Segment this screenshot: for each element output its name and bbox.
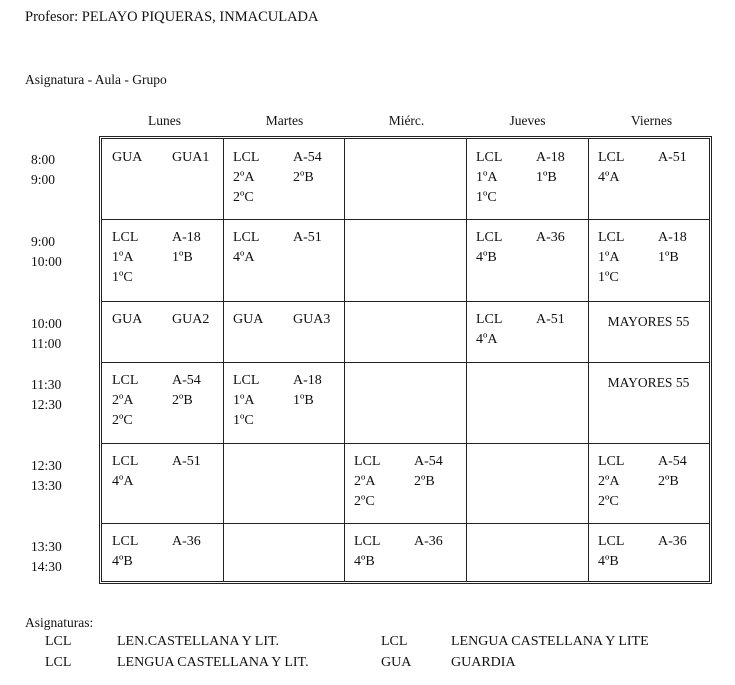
group-label: 1ºA (598, 250, 620, 265)
subject-code: GUA (233, 312, 264, 327)
room-code: A-18 (172, 230, 201, 245)
time-slot (31, 232, 62, 272)
legend-code: LCL (45, 634, 72, 649)
room-code: A-18 (658, 230, 687, 245)
room-code: A-36 (414, 534, 443, 549)
group-label: 2ºC (233, 190, 254, 205)
schedule-cell (223, 371, 344, 443)
subject-code: LCL (112, 230, 139, 245)
room-code: GUA1 (172, 150, 210, 165)
schedule-cell (344, 452, 466, 523)
group-label: 2ºB (414, 474, 435, 489)
teacher-name: Profesor: PELAYO PIQUERAS, INMACULADA (25, 9, 319, 25)
room-code: A-54 (658, 454, 687, 469)
group-label: 2ºA (354, 474, 376, 489)
group-label: 4ºB (598, 554, 619, 569)
schedule-cell (102, 371, 223, 443)
time-slot (31, 150, 55, 190)
group-label: 4ºB (354, 554, 375, 569)
group-label: 2ºC (354, 494, 375, 509)
time-end: 9:00 (31, 172, 56, 187)
time-end: 11:00 (31, 336, 62, 351)
schedule-cell (102, 452, 223, 523)
schedule-cell (588, 373, 709, 393)
time-start: 9:00 (31, 234, 56, 249)
group-label: 4ºA (476, 332, 498, 347)
time-slot (31, 537, 62, 577)
subject-code: GUA (112, 312, 143, 327)
day-friday: Viernes (630, 113, 673, 128)
room-code: GUA3 (293, 312, 331, 327)
time-slot (31, 456, 62, 496)
schedule-cell (102, 148, 223, 219)
group-label: 2ºA (112, 393, 134, 408)
group-label: 1ºC (112, 270, 133, 285)
group-label: 1ºB (293, 393, 314, 408)
timetable-grid (99, 136, 712, 584)
schedule-cell (223, 148, 344, 219)
room-code: A-36 (536, 230, 565, 245)
schedule-cell (466, 228, 588, 301)
legend-title: Asignaturas: (25, 615, 94, 630)
group-label: 2ºB (172, 393, 193, 408)
schedule-cell (466, 310, 588, 362)
subject-code: LCL (354, 534, 381, 549)
legend-name: LEN.CASTELLANA Y LIT. (117, 634, 280, 649)
schedule-cell (102, 310, 223, 362)
room-code: A-51 (172, 454, 201, 469)
subject-code: LCL (233, 230, 260, 245)
row-divider (102, 301, 709, 302)
schedule-cell (588, 228, 709, 301)
row-divider (102, 443, 709, 444)
group-label: 1ºB (658, 250, 679, 265)
subject-code: LCL (476, 230, 503, 245)
group-label: 2ºB (293, 170, 314, 185)
room-code: A-36 (658, 534, 687, 549)
time-start: 11:30 (31, 377, 62, 392)
schedule-cell (588, 452, 709, 523)
subject-code: LCL (112, 373, 139, 388)
day-monday: Lunes (148, 113, 181, 128)
group-label: 4ºA (598, 170, 620, 185)
schedule-cell (344, 532, 466, 584)
subject-code: GUA (112, 150, 143, 165)
row-divider (102, 219, 709, 220)
time-slot (31, 375, 62, 415)
time-start: 13:30 (31, 539, 62, 554)
time-end: 12:30 (31, 397, 62, 412)
group-label: 4ºA (112, 474, 134, 489)
subject-code: LCL (476, 150, 503, 165)
room-code: A-18 (536, 150, 565, 165)
subject-code: LCL (112, 454, 139, 469)
group-label: 2ºC (598, 494, 619, 509)
row-divider (102, 523, 709, 524)
time-start: 8:00 (31, 152, 56, 167)
schedule-cell (223, 310, 344, 362)
room-code: A-18 (293, 373, 322, 388)
group-label: 4ºB (476, 250, 497, 265)
room-code: A-36 (172, 534, 201, 549)
day-tuesday: Martes (265, 113, 304, 128)
group-label: 1ºC (233, 413, 254, 428)
time-start: 12:30 (31, 458, 62, 473)
legend-code: LCL (381, 634, 408, 649)
schedule-cell (588, 148, 709, 219)
day-header-row (104, 113, 712, 131)
time-end: 14:30 (31, 559, 62, 574)
room-code: A-54 (172, 373, 201, 388)
legend-code: LCL (45, 655, 72, 670)
group-label: 2ºB (658, 474, 679, 489)
subject-code: LCL (354, 454, 381, 469)
day-thursday: Jueves (509, 113, 546, 128)
group-label: 1ºA (476, 170, 498, 185)
group-label: 1ºB (172, 250, 193, 265)
legend-name: LENGUA CASTELLANA Y LIT. (117, 655, 309, 670)
subject-code: LCL (112, 534, 139, 549)
subject-room-group-header: Asignatura - Aula - Grupo (25, 72, 167, 87)
subject-code: LCL (233, 373, 260, 388)
group-label: 4ºB (112, 554, 133, 569)
legend-name: GUARDIA (451, 655, 516, 670)
room-code: GUA2 (172, 312, 210, 327)
group-label: 1ºC (476, 190, 497, 205)
room-code: A-51 (293, 230, 322, 245)
schedule-cell (102, 228, 223, 301)
room-code: A-54 (293, 150, 322, 165)
room-code: A-54 (414, 454, 443, 469)
special-activity-label: MAYORES 55 (607, 375, 690, 390)
time-slot (31, 314, 62, 354)
subject-code: LCL (598, 230, 625, 245)
group-label: 2ºA (598, 474, 620, 489)
row-divider (102, 362, 709, 363)
schedule-cell (223, 228, 344, 301)
group-label: 2ºA (233, 170, 255, 185)
subject-code: LCL (598, 454, 625, 469)
group-label: 1ºA (112, 250, 134, 265)
legend-code: GUA (381, 655, 412, 670)
schedule-cell (588, 532, 709, 584)
legend-name: LENGUA CASTELLANA Y LITE (451, 634, 649, 649)
subject-code: LCL (476, 312, 503, 327)
subject-code: LCL (598, 150, 625, 165)
room-code: A-51 (658, 150, 687, 165)
schedule-cell (466, 148, 588, 219)
time-end: 10:00 (31, 254, 62, 269)
group-label: 1ºA (233, 393, 255, 408)
subject-code: LCL (233, 150, 260, 165)
schedule-cell (588, 312, 709, 332)
special-activity-label: MAYORES 55 (607, 314, 690, 329)
day-wednesday: Miérc. (388, 113, 425, 128)
group-label: 4ºA (233, 250, 255, 265)
group-label: 1ºC (598, 270, 619, 285)
time-end: 13:30 (31, 478, 62, 493)
schedule-cell (102, 532, 223, 584)
group-label: 1ºB (536, 170, 557, 185)
room-code: A-51 (536, 312, 565, 327)
subject-code: LCL (598, 534, 625, 549)
time-start: 10:00 (31, 316, 62, 331)
group-label: 2ºC (112, 413, 133, 428)
